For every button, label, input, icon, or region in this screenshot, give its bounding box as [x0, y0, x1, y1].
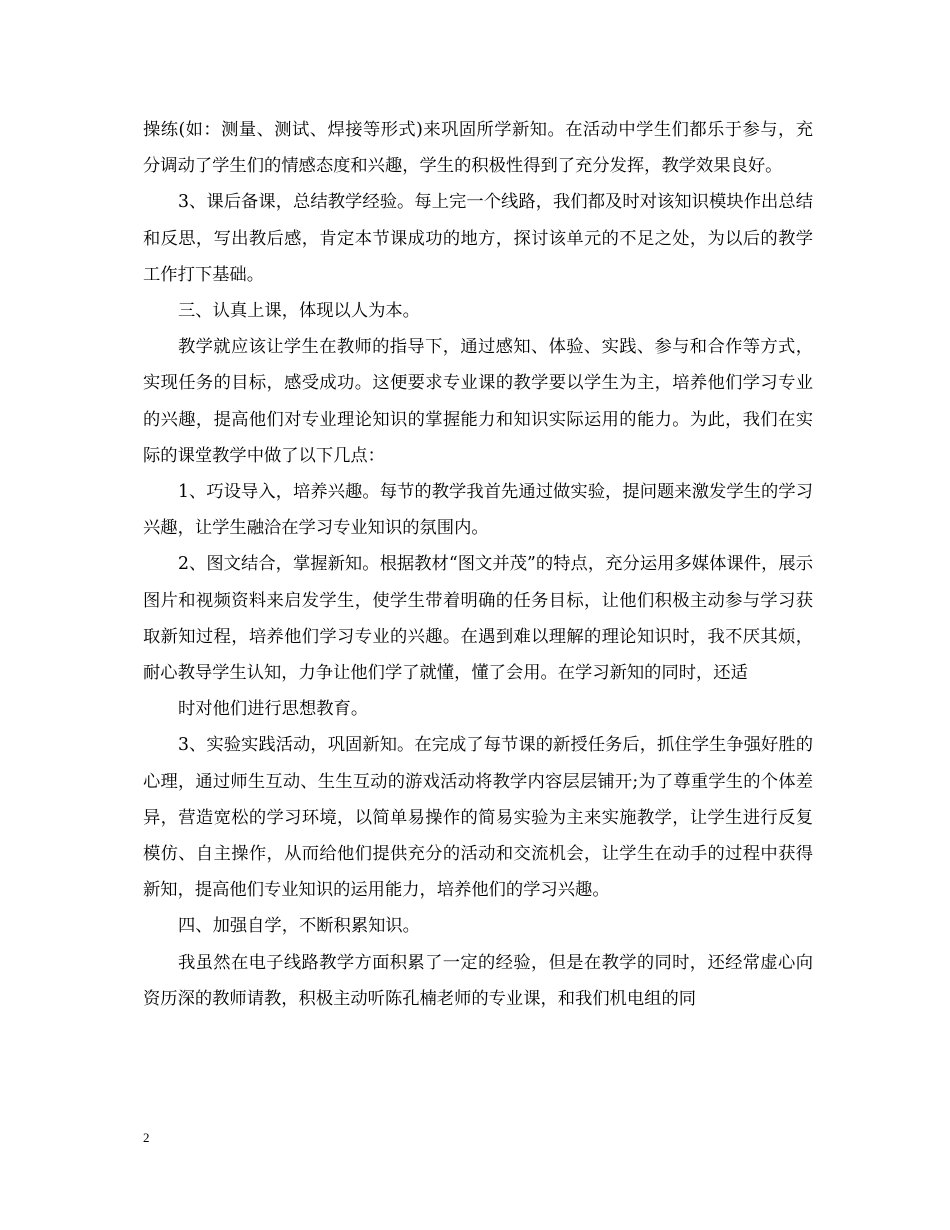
body-paragraph: 3、实验实践活动，巩固新知。在完成了每节课的新授任务后，抓住学生争强好胜的心理，通过师生互动、生生互动的游戏活动将教学内容层层铺开;为了尊重学生的个体差异，营造宽松的学习环境，以简单易操作的简易实验为主来实施教学，让学生进行反复模仿、自主操作，从而给他们提供充分的活动和交流机会，让学生在动手的过程中获得新知，提高他们专业知识的运用能力，培养他们的学习兴趣。	[143, 735, 813, 901]
body-paragraph: 我虽然在电子线路教学方面积累了一定的经验，但是在教学的同时，还经常虚心向资历深的教师请教，积极主动听陈孔楠老师的专业课，和我们机电组的同	[143, 952, 813, 1009]
body-paragraph: 1、巧设导入，培养兴趣。每节的教学我首先通过做实验，提问题来激发学生的学习兴趣，让学生融洽在学习专业知识的氛围内。	[143, 482, 813, 539]
body-paragraph: 三、认真上课，体现以人为本。	[178, 301, 420, 322]
body-paragraph: 教学就应该让学生在教师的指导下，通过感知、体验、实践、参与和合作等方式，实现任务的目标，感受成功。这便要求专业课的教学要以学生为主，培养他们学习专业的兴趣，提高他们对专业理论知识的掌握能力和知识实际运用的能力。为此，我们在实际的课堂教学中做了以下几点：	[143, 337, 813, 466]
page-body	[143, 112, 813, 1017]
page-number: 2	[143, 1130, 150, 1145]
body-paragraph: 时对他们进行思想教育。	[178, 699, 369, 720]
body-paragraph: 3、课后备课，总结教学经验。每上完一个线路，我们都及时对该知识模块作出总结和反思，写出教后感，肯定本节课成功的地方，探讨该单元的不足之处，为以后的教学工作打下基础。	[143, 192, 813, 285]
body-paragraph: 四、加强自学，不断积累知识。	[178, 916, 420, 937]
body-paragraph: 操练(如：测量、测试、焊接等形式)来巩固所学新知。在活动中学生们都乐于参与，充分调动了学生们的情感态度和兴趣，学生的积极性得到了充分发挥，教学效果良好。	[143, 120, 813, 177]
body-paragraph: 2、图文结合，掌握新知。根据教材“图文并茂”的特点，充分运用多媒体课件，展示图片和视频资料来启发学生，使学生带着明确的任务目标，让他们积极主动参与学习获取新知过程，培养他们学习专业的兴趣。在遇到难以理解的理论知识时，我不厌其烦，耐心教导学生认知，力争让他们学了就懂，懂了会用。在学习新知的同时，还适	[143, 554, 813, 684]
